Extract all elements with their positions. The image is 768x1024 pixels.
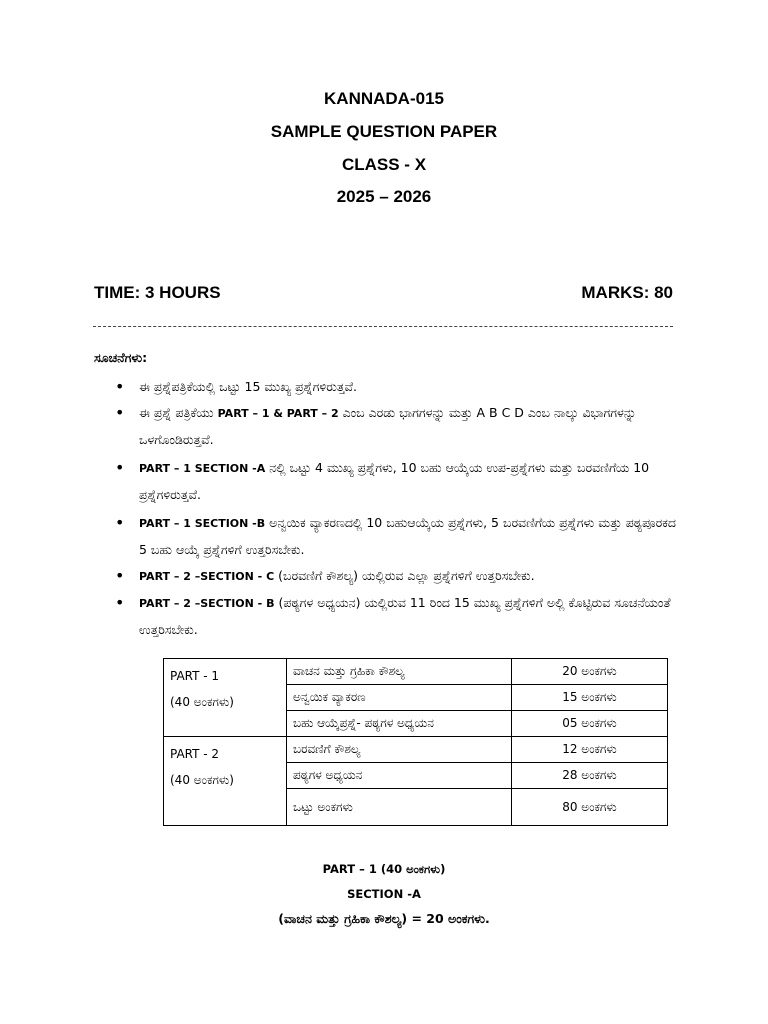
instruction-item: • PART – 2 –SECTION - B (ಪಠ್ಯಗಳ ಅಧ್ಯಯನ) ಯಲ್ಲಿರುವ 11 ರಿಂದ 15 ಮುಖ್ಯ ಪ್ರಶ್ನೆಗಳಿಗೆ ಅಲ್ಲಿ ಕೊಟ್ಟಿರುವ ಸೂಚನೆಯಂತೆ ಉತ್ತರಿಸಬೇಕು. (112, 590, 676, 643)
marks-label: MARKS: 80 (581, 283, 673, 302)
section-heading: SECTION -A (347, 887, 421, 901)
row-label: ಅನ್ವಯಿಕ ವ್ಯಾಕರಣ (287, 685, 512, 711)
row-label: ಪಠ್ಯಗಳ ಅಧ್ಯಯನ (287, 763, 512, 789)
instructions-title: ಸೂಚನೆಗಳು: (94, 350, 148, 365)
part1-cell: PART - 1 (40 ಅಂಕಗಳು) (164, 659, 287, 737)
table-row (164, 737, 668, 763)
instruction-item: • ಈ ಪ್ರಶ್ನೆ ಪತ್ರಿಕೆಯು PART – 1 & PART – 2 ಎಂಬ ಎರಡು ಭಾಗಗಳನ್ನು ಮತ್ತು A B C D ಎಂಬ ನಾಲ್ಕು ವಿಭಾಗಗಳನ್ನು ಒಳಗೊಂಡಿರುತ್ತವೆ. (112, 400, 676, 453)
instruction-item: • PART – 1 SECTION -B ಅನ್ವಯಿಕ ವ್ಯಾಕರಣದಲ್ಲಿ 10 ಬಹುಆಯ್ಕೆಯ ಪ್ರಶ್ನೆಗಳು, 5 ಬರವಣಿಗೆಯ ಪ್ರಶ್ನೆಗಳು ಮತ್ತು ಪಠ್ಯಪೂರಕದ 5 ಬಹು ಆಯ್ಕೆ ಪ್ರಶ್ನೆಗಳಿಗೆ ಉತ್ತರಿಸಬೇಕು. (112, 510, 676, 563)
section-topic: (ವಾಚನ ಮತ್ತು ಗ್ರಹಿಕಾ ಕೌಶಲ್ಯ) = 20 ಅಂಕಗಳು. (278, 911, 490, 926)
subject-code: KANNADA-015 (324, 89, 444, 108)
time-label: TIME: 3 HOURS (94, 283, 221, 302)
row-value: 80 ಅಂಕಗಳು (512, 789, 668, 826)
row-value: 05 ಅಂಕಗಳು (512, 711, 668, 737)
table-row (164, 659, 668, 685)
row-label: ಒಟ್ಟು ಅಂಕಗಳು (287, 789, 512, 826)
instruction-item: • ಈ ಪ್ರಶ್ನೆಪತ್ರಿಕೆಯಲ್ಲಿ ಒಟ್ಟು 15 ಮುಖ್ಯ ಪ್ರಶ್ನೆಗಳಿರುತ್ತವೆ. (112, 374, 676, 400)
row-value: 12 ಅಂಕಗಳು (512, 737, 668, 763)
part2-cell: PART - 2 (40 ಅಂಕಗಳು) (164, 737, 287, 826)
row-label: ಬರವಣಿಗೆ ಕೌಶಲ್ಯ (287, 737, 512, 763)
instruction-item: • PART – 2 –SECTION - C (ಬರವಣಿಗೆ ಕೌಶಲ್ಯ) ಯಲ್ಲಿರುವ ಎಲ್ಲಾ ಪ್ರಶ್ನೆಗಳಿಗೆ ಉತ್ತರಿಸಬೇಕು. (112, 563, 676, 590)
instructions-list (112, 374, 676, 643)
paper-title: SAMPLE QUESTION PAPER (270, 122, 498, 141)
academic-year: 2025 – 2026 (336, 187, 432, 206)
row-label: ಬಹು ಆಯ್ಕೆಪ್ರಶ್ನೆ- ಪಠ್ಯಗಳ ಅಧ್ಯಯನ (287, 711, 512, 737)
row-value: 15 ಅಂಕಗಳು (512, 685, 668, 711)
dashed-divider (93, 314, 673, 327)
row-label: ವಾಚನ ಮತ್ತು ಗ್ರಹಿಕಾ ಕೌಶಲ್ಯ (287, 659, 512, 685)
row-value: 20 ಅಂಕಗಳು (512, 659, 668, 685)
marks-distribution-table (163, 658, 668, 826)
class-label: CLASS - X (341, 155, 427, 174)
part-heading: PART – 1 (40 ಅಂಕಗಳು) (322, 862, 446, 876)
instruction-item: • PART – 1 SECTION -A ನಲ್ಲಿ ಒಟ್ಟು 4 ಮುಖ್ಯ ಪ್ರಶ್ನೆಗಳು, 10 ಬಹು ಆಯ್ಕೆಯ ಉಪ-ಪ್ರಶ್ನೆಗಳು ಮತ್ತು ಬರವಣಿಗೆಯ 10 ಪ್ರಶ್ನೆಗಳಿರುತ್ತವೆ. (112, 455, 676, 508)
row-value: 28 ಅಂಕಗಳು (512, 763, 668, 789)
